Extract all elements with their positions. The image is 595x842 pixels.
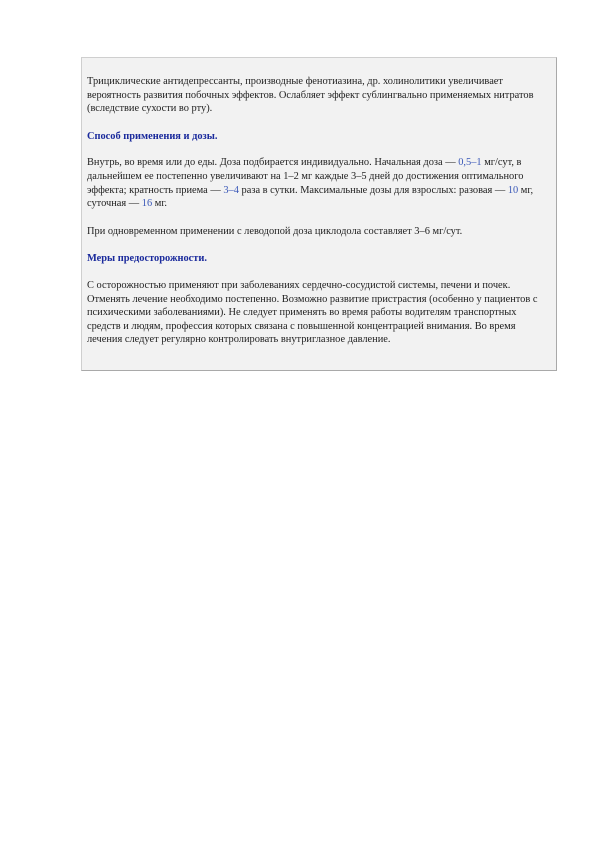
dosage-text-2: мг/сут, в дальнейшем ее постепенно увеличивают на 1–2 мг каждые 3–5 дней до достижения оптимального эффекта; кратность приема — bbox=[87, 157, 524, 196]
levodopa-paragraph: При одновременном применении с леводопой доза циклодола составляет 3–6 мг/сут. bbox=[87, 225, 463, 237]
frequency-value: 3–4 bbox=[223, 184, 239, 196]
dosage-paragraph bbox=[87, 156, 551, 210]
daily-max-dose-value: 16 bbox=[141, 198, 153, 210]
dosage-text-1: Внутрь, во время или до еды. Доза подбирается индивидуально. Начальная доза — bbox=[87, 157, 459, 169]
dosage-text-3: раза в сутки. Максимальные дозы для взрослых: разовая — bbox=[238, 184, 508, 196]
dosage-heading: Способ применения и дозы. bbox=[87, 130, 218, 142]
initial-dose-value: 0,5–1 bbox=[458, 157, 482, 169]
single-max-dose-value: 10 bbox=[507, 184, 519, 196]
dosage-text-4: мг, суточная — bbox=[87, 184, 534, 210]
dosage-text-5: мг. bbox=[152, 198, 168, 210]
drug-info-panel bbox=[81, 57, 557, 371]
interactions-paragraph: Трициклические антидепрессанты, производные фенотиазина, др. холинолитики увеличивает вероятность развития побочных эффектов. Ослабляет эффект сублингвально применяемых нитратов (вследствие сухости во рту). bbox=[87, 76, 534, 115]
precautions-heading: Меры предосторожности. bbox=[87, 253, 207, 265]
precautions-paragraph: С осторожностью применяют при заболеваниях сердечно-сосудистой системы, печени и почек. Отменять лечение необходимо постепенно. Возможно развитие пристрастия (особенно у пациентов с психическими заболеваниями). Не следует применять во время работы водителям транспортных средств и людям, профессия которых связана с повышенной концентрацией внимания. Во время лечения следует регулярно контролировать внутриглазное давление. bbox=[87, 279, 538, 346]
